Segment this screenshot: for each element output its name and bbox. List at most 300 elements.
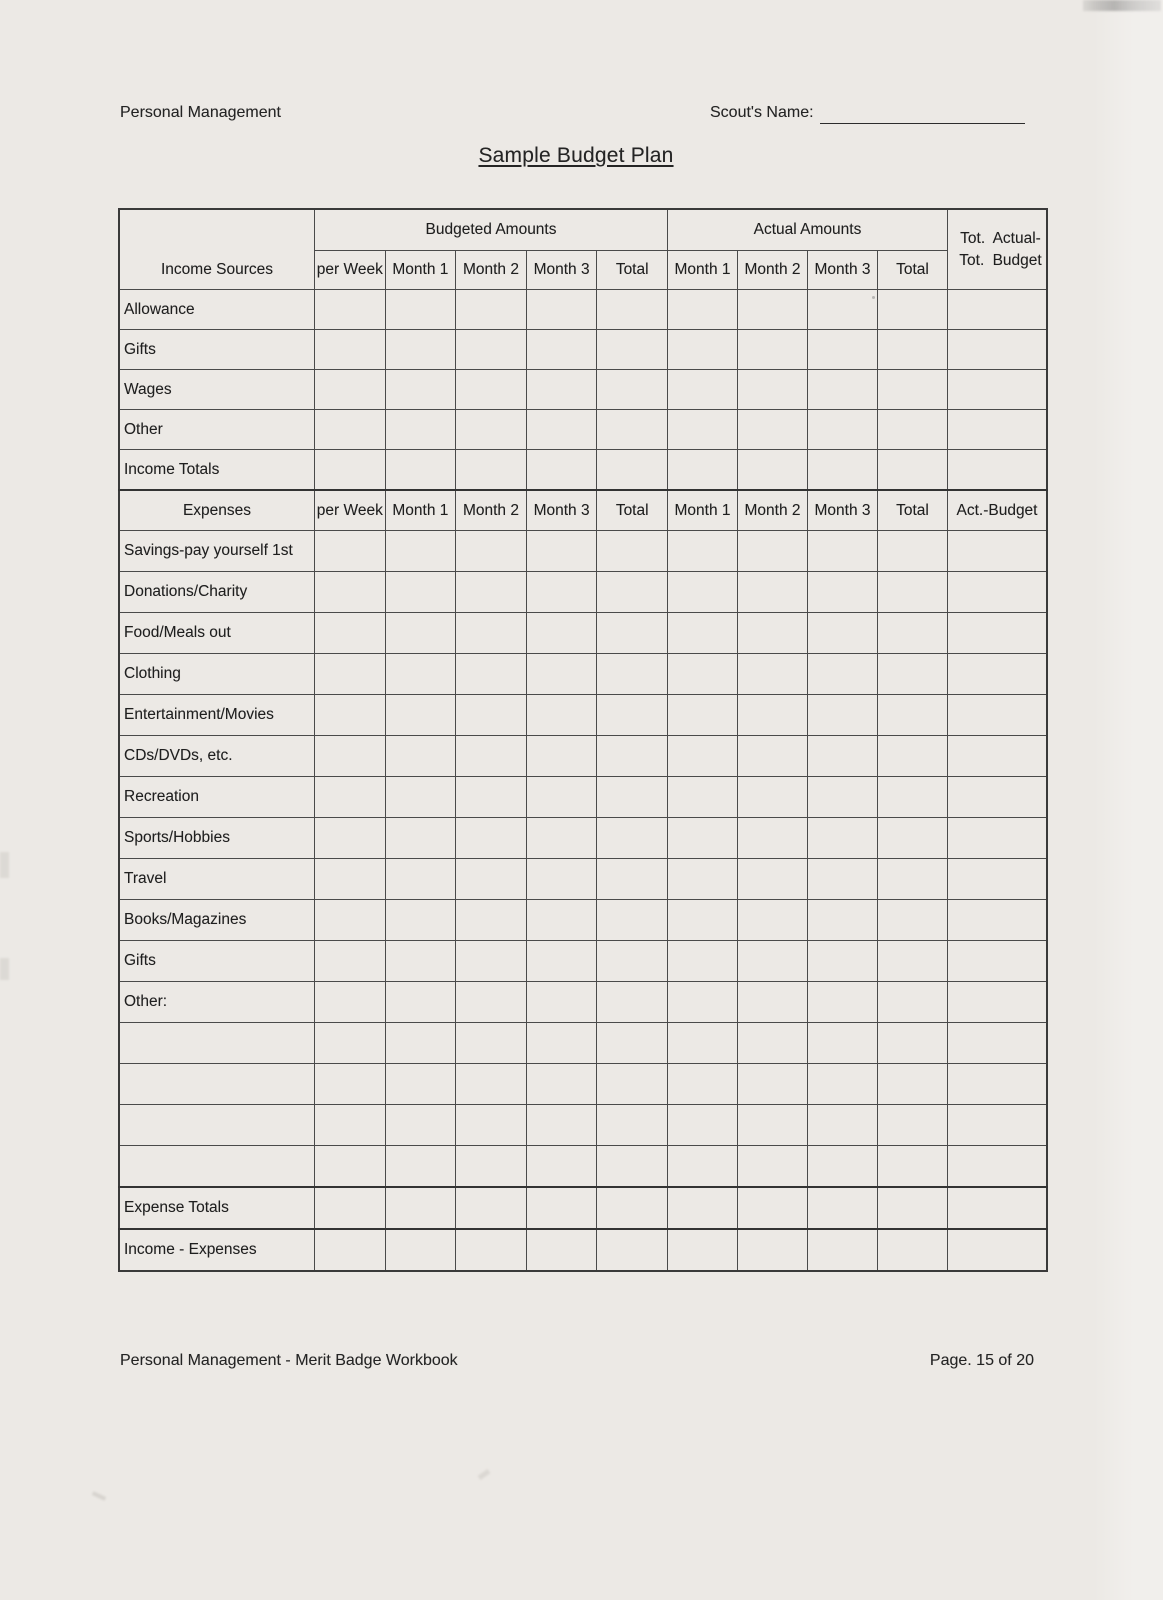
expense-table-row: [119, 982, 1047, 1023]
empty-amount-cell: [385, 370, 456, 410]
empty-amount-cell: [456, 330, 527, 370]
empty-amount-cell: [668, 695, 738, 736]
empty-amount-cell: [808, 982, 878, 1023]
blank-expense-row: [119, 1105, 1047, 1146]
income-table-row: [119, 370, 1047, 410]
empty-amount-cell: [597, 1229, 668, 1271]
empty-amount-cell: [315, 654, 386, 695]
empty-amount-cell: [738, 1146, 808, 1188]
empty-amount-cell: [808, 330, 878, 370]
empty-amount-cell: [878, 450, 948, 491]
empty-amount-cell: [597, 450, 668, 491]
empty-amount-cell: [597, 1146, 668, 1188]
empty-amount-cell: [878, 290, 948, 330]
empty-amount-cell: [315, 736, 386, 777]
empty-amount-cell: [385, 1064, 456, 1105]
empty-amount-cell: [948, 531, 1048, 572]
empty-amount-cell: [526, 859, 597, 900]
income-table-row: [119, 290, 1047, 330]
empty-amount-cell: [668, 941, 738, 982]
empty-amount-cell: [738, 859, 808, 900]
document-header-left: Personal Management: [120, 104, 281, 121]
empty-amount-cell: [878, 1187, 948, 1229]
empty-amount-cell: [668, 859, 738, 900]
empty-amount-cell: [385, 410, 456, 450]
empty-amount-cell: [456, 941, 527, 982]
empty-amount-cell: [597, 777, 668, 818]
empty-amount-cell: [738, 330, 808, 370]
empty-amount-cell: [738, 900, 808, 941]
empty-amount-cell: [808, 941, 878, 982]
empty-amount-cell: [456, 450, 527, 491]
empty-amount-cell: [385, 1023, 456, 1064]
empty-amount-cell: [597, 330, 668, 370]
empty-amount-cell: [808, 410, 878, 450]
empty-amount-cell: [738, 1229, 808, 1271]
empty-amount-cell: [315, 290, 386, 330]
empty-amount-cell: [385, 736, 456, 777]
col-month1-budget: Month 1: [385, 251, 456, 290]
empty-amount-cell: [738, 982, 808, 1023]
expense-table-row: [119, 777, 1047, 818]
empty-amount-cell: [878, 900, 948, 941]
blank-expense-row: [119, 1064, 1047, 1105]
empty-amount-cell: [315, 859, 386, 900]
scouts-name-label: Scout's Name:: [710, 104, 814, 121]
empty-amount-cell: [385, 1105, 456, 1146]
empty-amount-cell: [315, 1105, 386, 1146]
empty-amount-cell: [738, 450, 808, 491]
empty-amount-cell: [526, 410, 597, 450]
empty-amount-cell: [385, 941, 456, 982]
empty-amount-cell: [668, 1064, 738, 1105]
empty-amount-cell: [808, 1229, 878, 1271]
expense-row-label: [119, 1105, 315, 1146]
tot-actual-tot-budget-header: [948, 209, 1048, 290]
empty-amount-cell: [668, 572, 738, 613]
empty-amount-cell: [526, 1187, 597, 1229]
scan-artifact-scuff: [0, 852, 9, 878]
expense-row-label: Other:: [119, 982, 315, 1023]
empty-amount-cell: [948, 695, 1048, 736]
footer-workbook-title: Personal Management - Merit Badge Workbook: [120, 1352, 458, 1369]
scan-artifact-scuff: [92, 1491, 106, 1501]
col-month2-actual: Month 2: [738, 251, 808, 290]
expense-table-row: [119, 695, 1047, 736]
expense-row-label: [119, 1064, 315, 1105]
empty-amount-cell: [597, 818, 668, 859]
actual-amounts-header: Actual Amounts: [668, 209, 948, 251]
empty-amount-cell: [526, 1064, 597, 1105]
expenses-column-header-row: [119, 490, 1047, 531]
empty-amount-cell: [526, 900, 597, 941]
expense-table-row: [119, 1187, 1047, 1229]
empty-amount-cell: [738, 941, 808, 982]
empty-amount-cell: [315, 777, 386, 818]
empty-amount-cell: [878, 859, 948, 900]
empty-amount-cell: [808, 695, 878, 736]
empty-amount-cell: [738, 572, 808, 613]
empty-amount-cell: [456, 900, 527, 941]
empty-amount-cell: [878, 1023, 948, 1064]
empty-amount-cell: [668, 410, 738, 450]
expense-row-label: Books/Magazines: [119, 900, 315, 941]
empty-amount-cell: [808, 818, 878, 859]
empty-amount-cell: [878, 572, 948, 613]
empty-amount-cell: [878, 613, 948, 654]
budget-table-head: [119, 209, 1047, 290]
empty-amount-cell: [526, 290, 597, 330]
expense-col-header: Month 3: [808, 490, 878, 531]
empty-amount-cell: [948, 818, 1048, 859]
income-row-label: Gifts: [119, 330, 315, 370]
empty-amount-cell: [668, 736, 738, 777]
empty-amount-cell: [948, 654, 1048, 695]
expense-row-label: CDs/DVDs, etc.: [119, 736, 315, 777]
income-table-row: [119, 410, 1047, 450]
blank-expense-row: [119, 1023, 1047, 1064]
empty-amount-cell: [385, 695, 456, 736]
empty-amount-cell: [738, 613, 808, 654]
scan-artifact-scuff: [478, 1469, 491, 1480]
expense-table-row: [119, 1229, 1047, 1271]
empty-amount-cell: [385, 613, 456, 654]
empty-amount-cell: [668, 1023, 738, 1064]
empty-amount-cell: [315, 1023, 386, 1064]
empty-amount-cell: [878, 695, 948, 736]
page-title: Sample Budget Plan: [478, 144, 674, 167]
empty-amount-cell: [597, 572, 668, 613]
expense-row-label: [119, 1146, 315, 1188]
empty-amount-cell: [315, 613, 386, 654]
empty-amount-cell: [878, 370, 948, 410]
expense-row-label: [119, 1023, 315, 1064]
empty-amount-cell: [385, 818, 456, 859]
empty-amount-cell: [808, 1105, 878, 1146]
empty-amount-cell: [738, 695, 808, 736]
empty-amount-cell: [948, 777, 1048, 818]
empty-amount-cell: [808, 777, 878, 818]
empty-amount-cell: [597, 531, 668, 572]
empty-amount-cell: [948, 859, 1048, 900]
empty-amount-cell: [668, 818, 738, 859]
empty-amount-cell: [668, 290, 738, 330]
empty-amount-cell: [456, 613, 527, 654]
expense-col-header: Act.-Budget: [948, 490, 1048, 531]
empty-amount-cell: [668, 900, 738, 941]
empty-amount-cell: [526, 613, 597, 654]
empty-amount-cell: [597, 654, 668, 695]
empty-amount-cell: [738, 531, 808, 572]
empty-amount-cell: [456, 1064, 527, 1105]
empty-amount-cell: [808, 1023, 878, 1064]
empty-amount-cell: [315, 941, 386, 982]
expense-row-label: Sports/Hobbies: [119, 818, 315, 859]
expense-row-label: Gifts: [119, 941, 315, 982]
empty-amount-cell: [597, 900, 668, 941]
empty-amount-cell: [668, 1146, 738, 1188]
empty-amount-cell: [597, 1187, 668, 1229]
expense-table-row: [119, 900, 1047, 941]
expense-row-label: Clothing: [119, 654, 315, 695]
empty-amount-cell: [808, 1064, 878, 1105]
empty-amount-cell: [948, 1064, 1048, 1105]
empty-amount-cell: [948, 736, 1048, 777]
empty-amount-cell: [456, 818, 527, 859]
empty-amount-cell: [808, 290, 878, 330]
empty-amount-cell: [385, 330, 456, 370]
empty-amount-cell: [456, 572, 527, 613]
empty-amount-cell: [878, 654, 948, 695]
scan-artifact-top-right: [1083, 0, 1161, 11]
empty-amount-cell: [597, 1105, 668, 1146]
empty-amount-cell: [738, 654, 808, 695]
expense-table-row: [119, 531, 1047, 572]
empty-amount-cell: [315, 1229, 386, 1271]
empty-amount-cell: [808, 450, 878, 491]
empty-amount-cell: [456, 410, 527, 450]
empty-amount-cell: [385, 982, 456, 1023]
empty-amount-cell: [526, 1146, 597, 1188]
empty-amount-cell: [808, 572, 878, 613]
empty-amount-cell: [526, 818, 597, 859]
empty-amount-cell: [456, 1229, 527, 1271]
col-month3-budget: Month 3: [526, 251, 597, 290]
empty-amount-cell: [808, 370, 878, 410]
empty-amount-cell: [668, 777, 738, 818]
empty-amount-cell: [526, 654, 597, 695]
col-month2-budget: Month 2: [456, 251, 527, 290]
empty-amount-cell: [456, 777, 527, 818]
empty-amount-cell: [878, 531, 948, 572]
expense-row-label: Income - Expenses: [119, 1229, 315, 1271]
empty-amount-cell: [385, 1229, 456, 1271]
scouts-name-blank-line: [820, 123, 1025, 124]
empty-amount-cell: [668, 654, 738, 695]
empty-amount-cell: [385, 531, 456, 572]
empty-amount-cell: [385, 450, 456, 491]
empty-amount-cell: [738, 370, 808, 410]
expense-col-header: Month 3: [526, 490, 597, 531]
empty-amount-cell: [315, 1187, 386, 1229]
empty-amount-cell: [526, 1023, 597, 1064]
empty-amount-cell: [597, 1023, 668, 1064]
expense-col-header: per Week: [315, 490, 386, 531]
empty-tot-cell: [948, 290, 1048, 330]
empty-amount-cell: [808, 859, 878, 900]
empty-amount-cell: [948, 1105, 1048, 1146]
expense-table-row: [119, 818, 1047, 859]
expense-col-header: Total: [878, 490, 948, 531]
empty-amount-cell: [738, 1187, 808, 1229]
tot-budget-line: Tot. Budget: [959, 251, 1042, 269]
empty-amount-cell: [668, 450, 738, 491]
empty-amount-cell: [315, 330, 386, 370]
income-row-label: Wages: [119, 370, 315, 410]
empty-amount-cell: [948, 1229, 1048, 1271]
empty-amount-cell: [878, 777, 948, 818]
empty-amount-cell: [456, 1187, 527, 1229]
empty-amount-cell: [597, 410, 668, 450]
expense-row-label: Savings-pay yourself 1st: [119, 531, 315, 572]
empty-tot-cell: [948, 450, 1048, 491]
empty-amount-cell: [456, 1105, 527, 1146]
empty-amount-cell: [878, 736, 948, 777]
empty-amount-cell: [808, 613, 878, 654]
empty-amount-cell: [668, 982, 738, 1023]
empty-amount-cell: [878, 1105, 948, 1146]
empty-amount-cell: [808, 654, 878, 695]
empty-amount-cell: [668, 370, 738, 410]
expense-row-label: Donations/Charity: [119, 572, 315, 613]
empty-amount-cell: [738, 777, 808, 818]
empty-amount-cell: [668, 330, 738, 370]
empty-amount-cell: [526, 695, 597, 736]
empty-amount-cell: [878, 1064, 948, 1105]
empty-amount-cell: [878, 818, 948, 859]
col-total-actual: Total: [878, 251, 948, 290]
empty-amount-cell: [738, 290, 808, 330]
empty-amount-cell: [456, 859, 527, 900]
empty-amount-cell: [738, 1105, 808, 1146]
empty-amount-cell: [738, 736, 808, 777]
empty-amount-cell: [315, 818, 386, 859]
expense-col-header: Month 2: [456, 490, 527, 531]
empty-amount-cell: [808, 736, 878, 777]
empty-amount-cell: [948, 1187, 1048, 1229]
expense-table-row: [119, 572, 1047, 613]
empty-amount-cell: [948, 982, 1048, 1023]
empty-amount-cell: [456, 736, 527, 777]
empty-amount-cell: [385, 572, 456, 613]
empty-amount-cell: [526, 777, 597, 818]
empty-amount-cell: [456, 290, 527, 330]
empty-amount-cell: [456, 1146, 527, 1188]
empty-tot-cell: [948, 410, 1048, 450]
expense-table-row: [119, 736, 1047, 777]
empty-amount-cell: [948, 1023, 1048, 1064]
income-table-row: [119, 450, 1047, 491]
income-row-label: Allowance: [119, 290, 315, 330]
empty-amount-cell: [878, 1229, 948, 1271]
scan-artifact-scuff: [0, 958, 9, 980]
income-row-label: Other: [119, 410, 315, 450]
blank-expense-row: [119, 1146, 1047, 1188]
empty-amount-cell: [315, 370, 386, 410]
empty-amount-cell: [597, 370, 668, 410]
empty-amount-cell: [315, 695, 386, 736]
expense-row-label: Food/Meals out: [119, 613, 315, 654]
empty-amount-cell: [738, 818, 808, 859]
budget-table-body: [119, 290, 1047, 1272]
col-per-week: per Week: [315, 251, 386, 290]
empty-amount-cell: [526, 370, 597, 410]
empty-amount-cell: [808, 1146, 878, 1188]
empty-amount-cell: [385, 1187, 456, 1229]
empty-amount-cell: [456, 982, 527, 1023]
expense-row-label: Entertainment/Movies: [119, 695, 315, 736]
empty-amount-cell: [808, 1187, 878, 1229]
income-table-row: [119, 330, 1047, 370]
expense-table-row: [119, 859, 1047, 900]
empty-amount-cell: [526, 572, 597, 613]
empty-amount-cell: [668, 613, 738, 654]
empty-amount-cell: [385, 1146, 456, 1188]
empty-amount-cell: [456, 695, 527, 736]
empty-amount-cell: [948, 613, 1048, 654]
empty-amount-cell: [597, 859, 668, 900]
empty-amount-cell: [948, 900, 1048, 941]
empty-amount-cell: [597, 695, 668, 736]
income-row-label: Income Totals: [119, 450, 315, 491]
empty-amount-cell: [878, 410, 948, 450]
budgeted-amounts-header: Budgeted Amounts: [315, 209, 668, 251]
footer-page-number: Page. 15 of 20: [929, 1352, 1034, 1369]
empty-amount-cell: [808, 531, 878, 572]
empty-amount-cell: [456, 1023, 527, 1064]
empty-amount-cell: [456, 370, 527, 410]
expense-col-header: Month 1: [668, 490, 738, 531]
empty-amount-cell: [948, 1146, 1048, 1188]
empty-amount-cell: [315, 982, 386, 1023]
empty-amount-cell: [878, 330, 948, 370]
group-header-row: [119, 209, 1047, 251]
expense-col-header: Month 1: [385, 490, 456, 531]
expense-table-row: [119, 941, 1047, 982]
empty-tot-cell: [948, 370, 1048, 410]
empty-amount-cell: [526, 450, 597, 491]
scan-artifact-right-band: [1093, 0, 1163, 1600]
empty-amount-cell: [315, 410, 386, 450]
expense-col-header: Total: [597, 490, 668, 531]
empty-amount-cell: [808, 900, 878, 941]
empty-amount-cell: [668, 531, 738, 572]
empty-amount-cell: [315, 900, 386, 941]
empty-amount-cell: [878, 941, 948, 982]
col-month1-actual: Month 1: [668, 251, 738, 290]
empty-amount-cell: [385, 777, 456, 818]
empty-amount-cell: [456, 654, 527, 695]
empty-amount-cell: [597, 941, 668, 982]
expense-row-label: Expense Totals: [119, 1187, 315, 1229]
empty-amount-cell: [668, 1187, 738, 1229]
budget-table: [118, 208, 1048, 1272]
income-sources-header: Income Sources: [119, 209, 315, 290]
empty-amount-cell: [385, 859, 456, 900]
empty-amount-cell: [526, 531, 597, 572]
expenses-header: Expenses: [119, 490, 315, 531]
empty-amount-cell: [315, 572, 386, 613]
empty-amount-cell: [456, 531, 527, 572]
empty-amount-cell: [738, 410, 808, 450]
expense-table-row: [119, 654, 1047, 695]
empty-amount-cell: [385, 900, 456, 941]
empty-amount-cell: [526, 330, 597, 370]
empty-amount-cell: [526, 982, 597, 1023]
empty-amount-cell: [597, 290, 668, 330]
empty-amount-cell: [597, 613, 668, 654]
expense-row-label: Recreation: [119, 777, 315, 818]
empty-amount-cell: [878, 1146, 948, 1188]
empty-amount-cell: [668, 1105, 738, 1146]
empty-amount-cell: [738, 1064, 808, 1105]
empty-amount-cell: [315, 531, 386, 572]
empty-amount-cell: [597, 736, 668, 777]
col-month3-actual: Month 3: [808, 251, 878, 290]
expense-col-header: Month 2: [738, 490, 808, 531]
empty-amount-cell: [526, 1229, 597, 1271]
empty-amount-cell: [315, 450, 386, 491]
